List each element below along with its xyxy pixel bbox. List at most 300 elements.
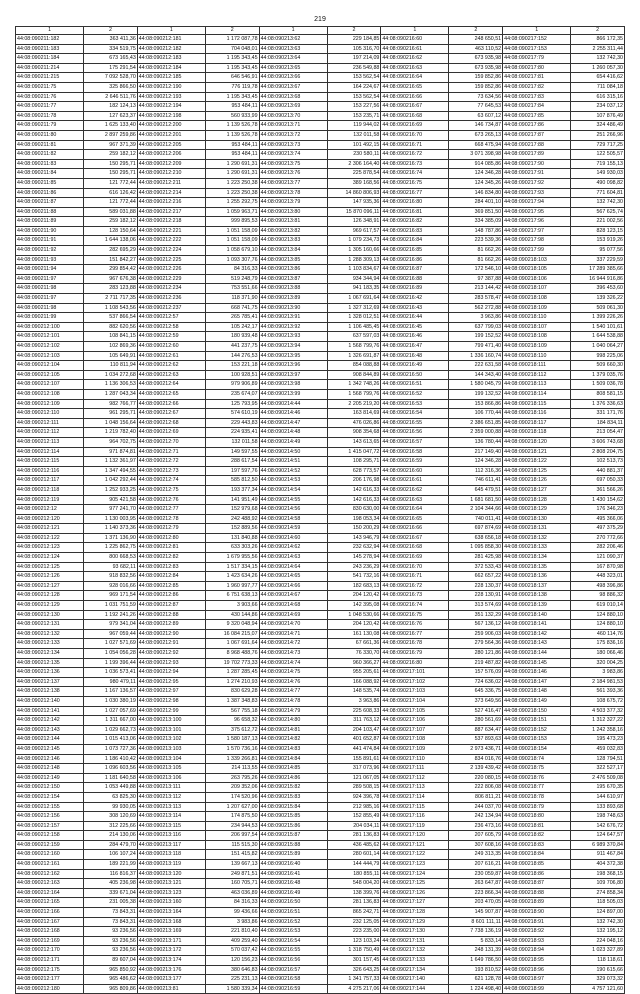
cadastral-number-cell: 44:08:090212:115 [16,457,84,467]
value-cell: 380 646,83 [205,965,259,975]
cadastral-number-cell: 44:08:090218:136 [503,572,571,582]
cadastral-number-cell: 44:08:090217:130 [381,927,449,937]
cadastral-number-cell: 44:08:090212:129 [16,601,84,611]
value-cell: 2 104 344,66 [449,505,503,515]
value-cell: 182 124,13 [84,102,138,112]
cadastral-number-cell: 44:08:090216:47 [381,342,449,352]
value-cell: 914 085,86 [449,159,503,169]
value-cell: 460 114,76 [571,629,625,639]
cadastral-number-cell: 44:08:090213:172 [137,946,205,956]
value-cell: 73 843,31 [84,917,138,927]
cadastral-number-cell: 44:08:090213:67 [259,82,327,92]
value-cell: 1 048 156,64 [84,418,138,428]
value-cell: 1 649 786,50 [449,956,503,966]
value-cell: 109 706,80 [571,879,625,889]
cadastral-number-cell: 44:08:090217:93 [503,188,571,198]
column-header: 2 [84,27,138,35]
cadastral-number-cell: 44:08:090216:55 [381,418,449,428]
value-cell: 265 785,41 [205,313,259,323]
value-cell: 175 291,54 [84,63,138,73]
value-cell: 1 106 485,45 [327,322,381,332]
value-cell: 150 295,71 [84,169,138,179]
value-cell: 118 505,03 [571,898,625,908]
cadastral-number-cell: 44:08:090216:57 [381,437,449,447]
cadastral-number-cell: 44:08:090212:61 [137,351,205,361]
cadastral-number-cell: 44:08:090216:80 [381,658,449,668]
value-cell: 228 130,91 [449,591,503,601]
table-row [16,63,625,73]
column-header: 1 [137,27,205,35]
value-cell: 1 580 045,79 [449,380,503,390]
cadastral-number-cell: 44:08:090218:144 [503,649,571,659]
cadastral-number-cell: 44:08:090217:80 [503,63,571,73]
value-cell: 259 182,12 [84,217,138,227]
cadastral-number-cell: 44:08:090216:74 [381,169,449,179]
value-cell: 6 989 370,84 [571,840,625,850]
cadastral-number-cell: 44:08:090213:174 [137,956,205,966]
cadastral-number-cell: 44:08:090211:184 [16,54,84,64]
cadastral-number-cell: 44:08:090213:75 [259,159,327,169]
value-cell: 1 644 538,88 [571,332,625,342]
cadastral-number-cell: 44:08:090217:126 [381,888,449,898]
value-cell: 1 079 234,73 [327,236,381,246]
value-cell: 979 341,04 [84,620,138,630]
cadastral-number-cell: 44:08:090217:123 [381,860,449,870]
cadastral-number-cell: 44:08:090214:70 [259,620,327,630]
cadastral-number-cell: 44:08:090218:118 [503,428,571,438]
value-cell: 96 658,32 [205,716,259,726]
cadastral-number-cell: 44:08:090212:150 [16,783,84,793]
cadastral-number-cell: 44:08:090216:86 [381,255,449,265]
cadastral-number-cell: 44:08:090212:78 [137,514,205,524]
value-cell: 977 241,70 [84,505,138,515]
value-cell: 585 812,50 [205,476,259,486]
cadastral-number-cell: 44:08:090211:85 [16,178,84,188]
value-cell: 865 242,71 [327,908,381,918]
value-cell: 361 566,26 [571,485,625,495]
cadastral-number-cell: 44:08:090216:87 [381,265,449,275]
cadastral-number-cell: 44:08:090216:78 [381,639,449,649]
cadastral-number-cell: 44:08:090212:159 [16,840,84,850]
column-header: 1 [503,27,571,35]
table-row [16,936,625,946]
cadastral-number-cell: 44:08:090213:164 [137,908,205,918]
cadastral-number-cell: 44:08:090213:98 [259,380,327,390]
cadastral-number-cell: 44:08:090217:79 [503,54,571,64]
value-cell: 1 336 160,74 [449,351,503,361]
table-row [16,409,625,419]
cadastral-number-cell: 44:08:090218:114 [503,389,571,399]
table-row [16,802,625,812]
cadastral-number-cell: 44:08:090217:119 [381,821,449,831]
cadastral-number-cell: 44:08:090218:132 [503,533,571,543]
value-cell: 1 960 997,77 [205,581,259,591]
value-cell: 214 130,06 [84,831,138,841]
value-cell: 1 040 064,27 [571,342,625,352]
value-cell: 100 928,51 [205,370,259,380]
table-row [16,255,625,265]
value-cell: 3 963,86 [327,696,381,706]
value-cell: 263 795,26 [205,773,259,783]
value-cell: 633 303,26 [205,543,259,553]
cadastral-number-cell: 44:08:090213:101 [137,725,205,735]
value-cell: 999 895,53 [205,217,259,227]
cadastral-number-cell: 44:08:090214:81 [259,725,327,735]
cadastral-number-cell: 44:08:090213:105 [137,764,205,774]
value-cell: 121 090,37 [571,553,625,563]
cadastral-number-cell: 44:08:090216:52 [259,917,327,927]
cadastral-number-cell: 44:08:090218:125 [503,466,571,476]
value-cell: 2 255 311,44 [571,44,625,54]
cadastral-number-cell: 44:08:090213:73 [259,140,327,150]
value-cell: 1 242 358,16 [571,725,625,735]
cadastral-number-cell: 44:08:090214:44 [259,399,327,409]
cadastral-number-cell: 44:08:090216:77 [381,188,449,198]
cadastral-number-cell: 44:08:090216:66 [381,92,449,102]
value-cell: 331 171,76 [571,409,625,419]
value-cell: 224 048,16 [571,936,625,946]
cadastral-number-cell: 44:08:090216:61 [381,44,449,54]
value-cell: 928 016,66 [84,581,138,591]
column-header: 1 [259,27,327,35]
table-row [16,888,625,898]
table-row [16,159,625,169]
value-cell: 668 741,75 [205,303,259,313]
cadastral-number-cell: 44:08:090214:72 [259,639,327,649]
value-cell: 982 766,77 [84,399,138,409]
value-cell: 180 066,46 [571,649,625,659]
cadastral-number-cell: 44:08:090213:118 [137,850,205,860]
value-cell: 180 855,11 [327,869,381,879]
cadastral-number-cell: 44:08:090216:71 [381,572,449,582]
cadastral-number-cell: 44:08:090218:149 [503,696,571,706]
cadastral-number-cell: 44:08:090212:166 [16,908,84,918]
value-cell: 1 031 751,59 [84,601,138,611]
cadastral-number-cell: 44:08:090218:129 [503,505,571,515]
value-cell: 654 416,62 [571,73,625,83]
cadastral-number-cell: 44:08:090213:168 [137,917,205,927]
cadastral-number-cell: 44:08:090212:148 [16,764,84,774]
value-cell: 124 897,00 [571,908,625,918]
value-cell: 1 423 634,26 [205,572,259,582]
value-cell: 102 869,36 [84,342,138,352]
value-cell: 153 866,86 [449,399,503,409]
value-cell: 98 886,32 [571,591,625,601]
value-cell: 128 150,64 [84,226,138,236]
table-row [16,687,625,697]
cadastral-number-cell: 44:08:090211:75 [16,82,84,92]
value-cell: 217 149,40 [449,447,503,457]
table-row [16,35,625,45]
value-cell: 800 668,53 [84,553,138,563]
value-cell: 204 103,47 [327,725,381,735]
value-cell: 519 248,79 [205,274,259,284]
value-cell: 142 676,72 [571,821,625,831]
cadastral-number-cell: 44:08:090212:88 [137,610,205,620]
cadastral-number-cell: 44:08:090211:79 [16,121,84,131]
value-cell: 1 029 662,73 [84,725,138,735]
table-row [16,543,625,553]
value-cell: 8 601 111,11 [449,917,503,927]
table-row [16,725,625,735]
cadastral-number-cell: 44:08:090216:45 [381,322,449,332]
cadastral-number-cell: 44:08:090211:91 [16,236,84,246]
table-row [16,236,625,246]
value-cell: 160 705,71 [205,879,259,889]
cadastral-number-cell: 44:08:090216:54 [259,936,327,946]
cadastral-number-cell: 44:08:090212:110 [16,409,84,419]
cadastral-number-cell: 44:08:090212:57 [137,313,205,323]
cadastral-number-cell: 44:08:090213:112 [137,792,205,802]
table-row [16,130,625,140]
value-cell: 131 840,88 [205,533,259,543]
value-cell: 149 597,55 [205,447,259,457]
table-row [16,169,625,179]
value-cell: 1 103 834,67 [327,265,381,275]
value-cell: 166 088,92 [327,677,381,687]
cadastral-number-cell: 44:08:090213:80 [259,207,327,217]
cadastral-number-cell: 44:08:090214:75 [259,668,327,678]
value-cell: 955 205,61 [327,668,381,678]
value-cell: 16 944 916,86 [571,274,625,284]
value-cell: 1 130 003,95 [84,514,138,524]
value-cell: 148 787,86 [449,226,503,236]
cadastral-number-cell: 44:08:090212:125 [16,562,84,572]
cadastral-number-cell: 44:08:090218:110 [503,351,571,361]
table-row [16,370,625,380]
value-cell: 231 005,38 [84,898,138,908]
table-row [16,716,625,726]
cadastral-number-cell: 44:08:090212:177 [16,975,84,985]
cadastral-number-cell: 44:08:090211:182 [16,35,84,45]
cadastral-number-cell: 44:08:090216:58 [259,975,327,985]
cadastral-number-cell: 44:08:090217:107 [381,725,449,735]
value-cell: 771 604,81 [571,188,625,198]
value-cell: 561 393,36 [571,687,625,697]
value-cell: 259 906,03 [449,629,503,639]
cadastral-number-cell: 44:08:090212:158 [16,831,84,841]
table-row [16,428,625,438]
cadastral-number-cell: 44:08:090213:92 [259,322,327,332]
cadastral-number-cell: 44:08:090212:221 [137,226,205,236]
value-cell: 251 266,96 [571,130,625,140]
cadastral-number-cell: 44:08:090213:177 [137,975,205,985]
value-cell: 673 165,43 [84,54,138,64]
cadastral-number-cell: 44:08:090218:105 [503,265,571,275]
value-cell: 122 505,57 [571,150,625,160]
value-cell: 151 842,27 [84,255,138,265]
cadastral-number-cell: 44:08:090212:229 [137,274,205,284]
cadastral-number-cell: 44:08:090218:80 [503,812,571,822]
value-cell: 312 225,66 [84,821,138,831]
table-row [16,102,625,112]
value-cell: 953 484,11 [205,102,259,112]
cadastral-number-cell: 44:08:090212:92 [137,649,205,659]
value-cell: 152 855,49 [327,812,381,822]
value-cell: 830 630,00 [327,505,381,515]
value-cell: 509 061,30 [571,303,625,313]
cadastral-number-cell: 44:08:090217:121 [381,840,449,850]
cadastral-number-cell: 44:08:090212:136 [16,668,84,678]
cadastral-number-cell: 44:08:090216:64 [381,505,449,515]
value-cell: 124 346,28 [449,169,503,179]
value-cell: 646 546,91 [205,73,259,83]
value-cell: 373 649,56 [449,696,503,706]
table-row [16,975,625,985]
value-cell: 132 742,30 [571,198,625,208]
cadastral-number-cell: 44:08:090216:56 [259,956,327,966]
cadastral-number-cell: 44:08:090211:82 [16,150,84,160]
cadastral-number-cell: 44:08:090212:198 [137,111,205,121]
value-cell: 351 132,29 [449,610,503,620]
table-row [16,744,625,754]
value-cell: 567 755,18 [205,706,259,716]
value-cell: 244 037,70 [449,802,503,812]
value-cell: 375 612,72 [205,725,259,735]
table-row [16,831,625,841]
table-row [16,764,625,774]
value-cell: 228 130,37 [449,581,503,591]
table-row [16,860,625,870]
cadastral-number-cell: 44:08:090217:129 [381,917,449,927]
cadastral-number-cell: 44:08:090212:74 [137,476,205,486]
value-cell: 190 615,66 [571,965,625,975]
cadastral-number-cell: 44:08:090213:103 [137,744,205,754]
cadastral-number-cell: 44:08:090212:119 [16,495,84,505]
cadastral-number-cell: 44:08:090212:100 [16,322,84,332]
cadastral-number-cell: 44:08:090212:217 [137,207,205,217]
cadastral-number-cell: 44:08:090216:68 [381,543,449,553]
cadastral-number-cell: 44:08:090213:68 [259,92,327,102]
value-cell: 326 643,25 [327,965,381,975]
cadastral-number-cell: 44:08:090214:68 [259,601,327,611]
value-cell: 1 415 047,72 [327,447,381,457]
cadastral-number-cell: 44:08:090216:73 [381,591,449,601]
value-cell: 139 326,22 [571,294,625,304]
value-cell: 225 878,54 [327,169,381,179]
cadastral-number-cell: 44:08:090214:47 [259,418,327,428]
table-row [16,380,625,390]
cadastral-number-cell: 44:08:090218:87 [503,879,571,889]
value-cell: 497 375,29 [571,524,625,534]
cadastral-number-cell: 44:08:090218:137 [503,581,571,591]
value-cell: 567 136,12 [449,620,503,630]
value-cell: 1 048 530,66 [327,610,381,620]
cadastral-number-cell: 44:08:090218:97 [503,975,571,985]
value-cell: 441 474,84 [327,744,381,754]
cadastral-number-cell: 44:08:090214:62 [259,543,327,553]
cadastral-number-cell: 44:08:090217:97 [503,226,571,236]
cadastral-number-cell: 44:08:090212:237 [137,303,205,313]
cadastral-number-cell: 44:08:090211:84 [16,169,84,179]
cadastral-number-cell: 44:08:090216:44 [381,313,449,323]
cadastral-number-cell: 44:08:090212:140 [16,696,84,706]
cadastral-number-cell: 44:08:090218:128 [503,495,571,505]
cadastral-number-cell: 44:08:090217:89 [503,150,571,160]
value-cell: 225 231,13 [205,975,259,985]
value-cell: 95 077,56 [571,246,625,256]
cadastral-number-cell: 44:08:090216:49 [381,361,449,371]
cadastral-number-cell: 44:08:090212:144 [16,735,84,745]
value-cell: 953 484,11 [205,150,259,160]
cadastral-number-cell: 44:08:090214:79 [259,706,327,716]
value-cell: 222 631,58 [449,361,503,371]
cadastral-number-cell: 44:08:090216:64 [381,73,449,83]
cadastral-number-cell: 44:08:090211:81 [16,140,84,150]
value-cell: 1 095 858,30 [449,543,503,553]
value-cell: 2 205 219,20 [327,399,381,409]
value-cell: 1 339 266,81 [205,754,259,764]
value-cell: 197 597,76 [205,466,259,476]
value-cell: 1 067 691,64 [327,294,381,304]
value-cell: 1 580 187,13 [205,735,259,745]
cadastral-number-cell: 44:08:090212:93 [137,658,205,668]
value-cell: 223 866,34 [449,888,503,898]
cadastral-number-cell: 44:08:090213:69 [259,102,327,112]
value-cell: 7 092 528,70 [84,73,138,83]
cadastral-number-cell: 44:08:090214:50 [259,447,327,457]
cadastral-number-cell: 44:08:090218:113 [503,380,571,390]
value-cell: 121 772,44 [84,178,138,188]
cadastral-number-cell: 44:08:090217:104 [381,696,449,706]
value-cell: 589 031,88 [84,207,138,217]
value-cell: 63 607,12 [449,111,503,121]
cadastral-number-cell: 44:08:090212:85 [137,581,205,591]
cadastral-number-cell: 44:08:090218:127 [503,485,571,495]
cadastral-number-cell: 44:08:090213:83 [259,236,327,246]
table-row [16,965,625,975]
value-cell: 967 676,38 [84,274,138,284]
value-cell: 150 200,29 [327,524,381,534]
cadastral-number-cell: 44:08:090212:132 [16,629,84,639]
value-cell: 221 810,40 [205,927,259,937]
column-header: 2 [205,27,259,35]
value-cell: 93 236,56 [84,936,138,946]
value-cell: 198 748,63 [571,812,625,822]
cadastral-number-cell: 44:08:090216:67 [381,533,449,543]
cadastral-number-cell: 44:08:090214:52 [259,466,327,476]
cadastral-number-cell: 44:08:090218:78 [503,792,571,802]
cadastral-number-cell: 44:08:090217:152 [503,35,571,45]
cadastral-number-cell: 44:08:090216:67 [381,102,449,112]
value-cell: 490 098,82 [571,178,625,188]
value-cell: 1 305 160,66 [327,246,381,256]
cadastral-number-cell: 44:08:090212:135 [16,658,84,668]
value-cell: 1 192 241,26 [84,610,138,620]
value-cell: 1 195 343,45 [205,63,259,73]
value-cell: 562 272,88 [449,303,503,313]
cadastral-number-cell: 44:08:090217:122 [381,850,449,860]
cadastral-number-cell: 44:08:090211:87 [16,198,84,208]
value-cell: 84 316,33 [205,265,259,275]
value-cell: 144 276,53 [205,351,259,361]
cadastral-number-cell: 44:08:090212:102 [16,342,84,352]
value-cell: 1 347 494,55 [84,466,138,476]
value-cell: 1 681 681,50 [449,495,503,505]
table-row [16,418,625,428]
value-cell: 965 809,86 [84,984,138,994]
cadastral-number-cell: 44:08:090216:59 [259,984,327,994]
value-cell: 213 054,47 [571,428,625,438]
table-row [16,111,625,121]
value-cell: 207 605,79 [449,831,503,841]
cadastral-number-cell: 44:08:090213:89 [259,294,327,304]
cadastral-number-cell: 44:08:090218:147 [503,677,571,687]
table-row [16,150,625,160]
cadastral-number-cell: 44:08:090217:153 [503,44,571,54]
table-row [16,956,625,966]
value-cell: 729 717,25 [571,140,625,150]
